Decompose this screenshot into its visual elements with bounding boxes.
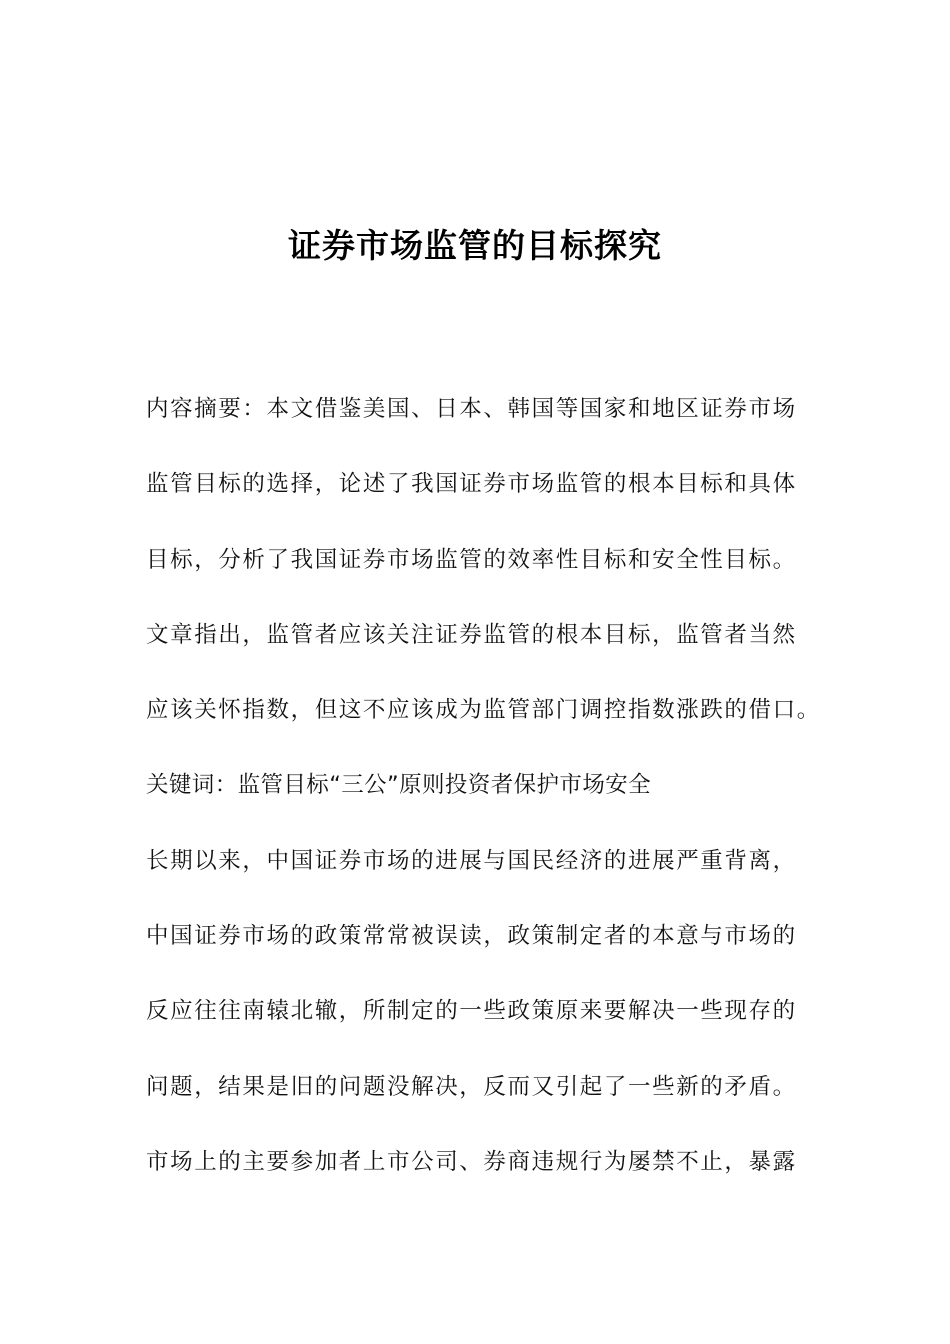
body-line-1: 长期以来，中国证券市场的进展与国民经济的进展严重背离， — [146, 847, 797, 874]
abstract-line-5: 应该关怀指数，但这不应该成为监管部门调控指数涨跌的借口。 — [146, 697, 821, 724]
body-line-2: 中国证券市场的政策常常被误读，政策制定者的本意与市场的 — [146, 923, 797, 950]
document-body — [146, 372, 821, 1200]
abstract-line-4: 文章指出，监管者应该关注证券监管的根本目标，监管者当然 — [146, 621, 797, 648]
abstract-line-2: 监管目标的选择，论述了我国证券市场监管的根本目标和具体 — [146, 471, 797, 498]
abstract-line-3: 目标，分析了我国证券市场监管的效率性目标和安全性目标。 — [146, 546, 797, 573]
document-title: 证券市场监管的目标探究 — [288, 226, 662, 265]
keywords-line: 关键词：监管目标“三公”原则投资者保护市场安全 — [146, 772, 652, 799]
body-line-5: 市场上的主要参加者上市公司、券商违规行为屡禁不止，暴露 — [146, 1148, 797, 1175]
abstract-line-1: 内容摘要：本文借鉴美国、日本、韩国等国家和地区证券市场 — [146, 396, 797, 422]
body-line-3: 反应往往南辕北辙，所制定的一些政策原来要解决一些现存的 — [146, 998, 797, 1025]
body-line-4: 问题，结果是旧的问题没解决，反而又引起了一些新的矛盾。 — [146, 1073, 797, 1100]
